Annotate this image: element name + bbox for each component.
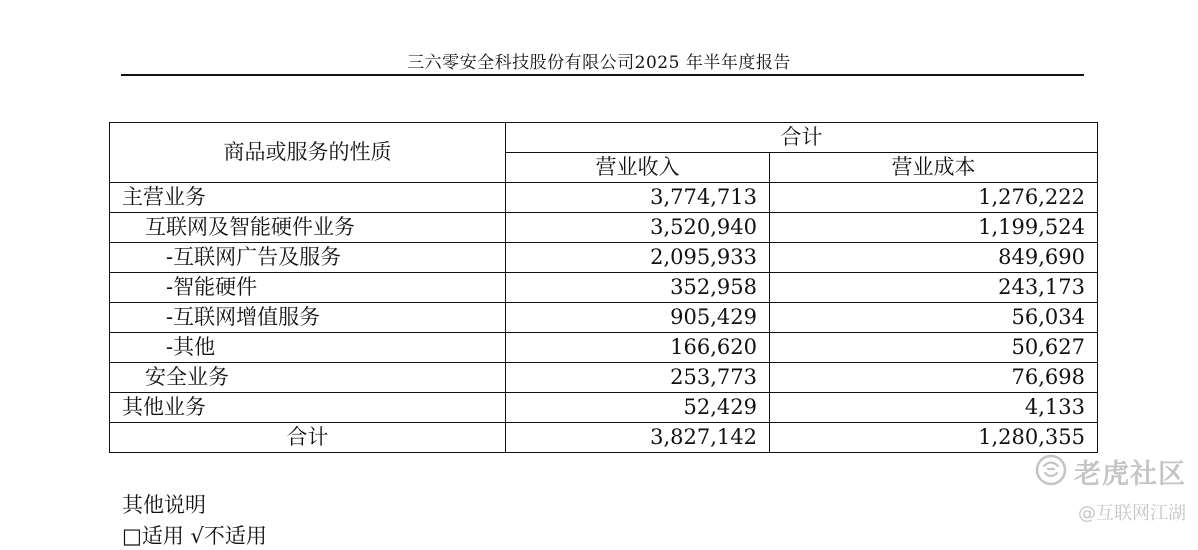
category-header: 商品或服务的性质 <box>110 123 506 183</box>
cost-cell: 1,280,355 <box>770 423 1098 453</box>
revenue-cell: 253,773 <box>506 363 770 393</box>
revenue-header: 营业收入 <box>506 153 770 183</box>
total-group-header: 合计 <box>506 123 1098 153</box>
revenue-cell: 3,520,940 <box>506 213 770 243</box>
total-row <box>110 423 1098 453</box>
row-label: 互联网及智能硬件业务 <box>110 213 506 243</box>
watermark <box>1034 452 1186 525</box>
table-row <box>110 333 1098 363</box>
tiger-logo-icon <box>1034 453 1068 491</box>
table-row <box>110 393 1098 423</box>
cost-cell: 849,690 <box>770 243 1098 273</box>
cost-cell: 1,276,222 <box>770 183 1098 213</box>
page-header: 三六零安全科技股份有限公司2025 年半年度报告 <box>407 53 791 73</box>
revenue-cost-table <box>109 122 1098 453</box>
revenue-cell: 352,958 <box>506 273 770 303</box>
revenue-cell: 166,620 <box>506 333 770 363</box>
watermark-brand-row <box>1034 452 1186 491</box>
row-label: 安全业务 <box>110 363 506 393</box>
table-header-row <box>110 123 1098 153</box>
table-row <box>110 213 1098 243</box>
row-label: -互联网增值服务 <box>110 303 506 333</box>
revenue-cell: 3,827,142 <box>506 423 770 453</box>
applicability-options: □适用 √不适用 <box>122 524 267 548</box>
row-label: -其他 <box>110 333 506 363</box>
row-label: 其他业务 <box>110 393 506 423</box>
table-row <box>110 363 1098 393</box>
cost-cell: 243,173 <box>770 273 1098 303</box>
header-rule <box>121 74 1084 76</box>
notes-title: 其他说明 <box>122 493 206 517</box>
table-row <box>110 273 1098 303</box>
revenue-cell: 2,095,933 <box>506 243 770 273</box>
table-row <box>110 303 1098 333</box>
cost-cell: 56,034 <box>770 303 1098 333</box>
cost-cell: 76,698 <box>770 363 1098 393</box>
row-label: 主营业务 <box>110 183 506 213</box>
total-label: 合计 <box>110 423 506 453</box>
cost-cell: 1,199,524 <box>770 213 1098 243</box>
table-row <box>110 183 1098 213</box>
watermark-brand: 老虎社区 <box>1074 459 1186 490</box>
row-label: -智能硬件 <box>110 273 506 303</box>
cost-cell: 50,627 <box>770 333 1098 363</box>
row-label: -互联网广告及服务 <box>110 243 506 273</box>
table-row <box>110 243 1098 273</box>
revenue-cell: 52,429 <box>506 393 770 423</box>
revenue-cell: 905,429 <box>506 303 770 333</box>
cost-cell: 4,133 <box>770 393 1098 423</box>
cost-header: 营业成本 <box>770 153 1098 183</box>
revenue-cell: 3,774,713 <box>506 183 770 213</box>
watermark-handle: @互联网江湖 <box>1078 503 1186 524</box>
